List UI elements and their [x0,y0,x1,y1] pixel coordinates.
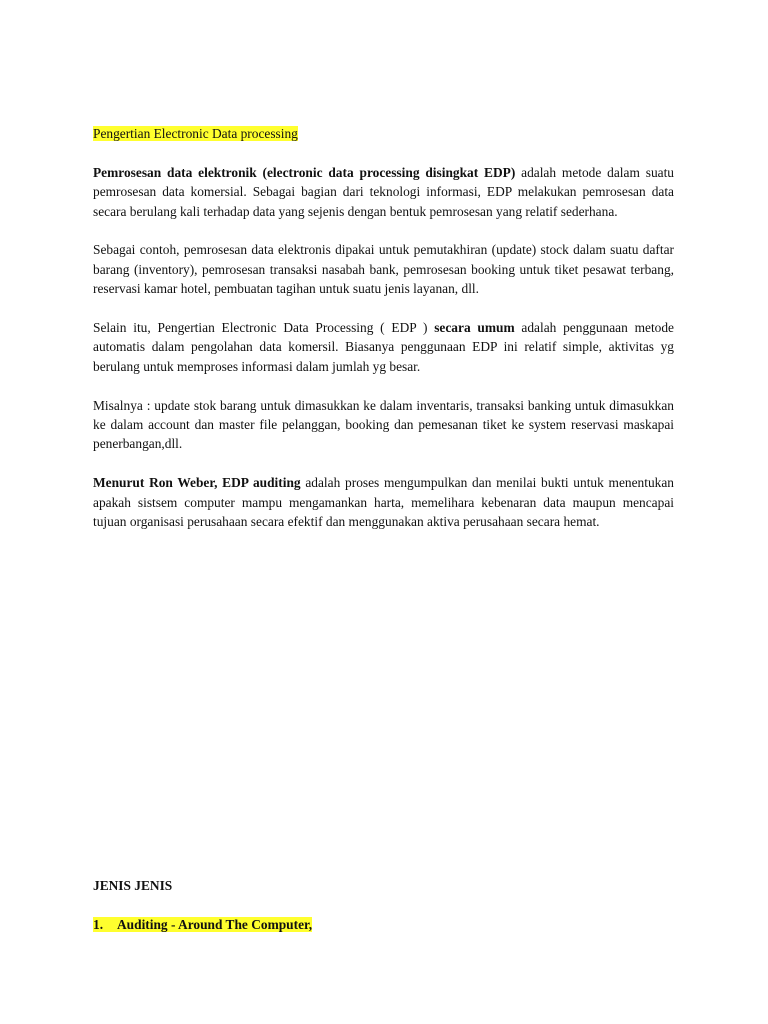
paragraph-general-start: Selain itu, Pengertian Electronic Data Processing ( EDP ) [93,320,435,336]
title-highlight: Pengertian Electronic Data processing [93,126,298,141]
list-item-highlight [93,917,312,932]
paragraph-example: Sebagai contoh, pemrosesan data elektronis dipakai untuk pemutakhiran (update) stock dalam suatu daftar barang (inventory), pemrosesan transaksi nasabah bank, pemrosesan booking untuk tiket pesawat terbang, reservasi kamar hotel, pembuatan tagihan untuk suatu jenis layanan, dll. [93,242,674,297]
paragraph-definition-bold: Pemrosesan data elektronik (electronic data processing disingkat EDP) [93,164,516,180]
paragraph-ron-weber-bold: Menurut Ron Weber, EDP auditing [93,475,301,491]
paragraph-general [93,318,674,376]
list-item-label: Auditing - Around The Computer, [117,916,313,932]
paragraph-misalnya: Misalnya : update stok barang untuk dimasukkan ke dalam inventaris, transaksi banking untuk dimasukkan ke dalam account dan master file pelanggan, booking dan pemesanan tiket ke system reservasi maskapai penerbangan,dll. [93,397,674,452]
paragraph-definition [93,163,674,221]
paragraph-ron-weber [93,473,674,531]
list-item [93,915,674,934]
section-title: JENIS JENIS [93,878,173,893]
page-title [93,124,674,143]
paragraph-ron-weber-text: adalah proses mengumpulkan dan menilai bukti untuk menentukan apakah sistsem computer mampu mengamankan harta, memelihara kebenaran data maupun mencapai tujuan organisasi perusahaan secara efektif dan menggunakan aktiva perusahaan secara hemat. [93,475,674,530]
jenis-section [93,876,674,934]
paragraph-general-text: adalah penggunaan metode automatis dalam pengolahan data komersil. Biasanya penggunaan EDP ini relatif simple, aktivitas yg berulang untuk memproses informasi dalam jumlah yg besar. [93,320,674,374]
paragraph-general-bold: secara umum [434,320,515,336]
list-number: 1. [93,916,104,932]
document-body [93,124,674,531]
paragraph-definition-text: adalah metode dalam suatu pemrosesan data komersial. Sebagai bagian dari teknologi informasi, EDP melakukan pemrosesan data secara berulang kali terhadap data yang sejenis dengan bentuk pemrosesan yang relatif sederhana. [93,164,674,219]
